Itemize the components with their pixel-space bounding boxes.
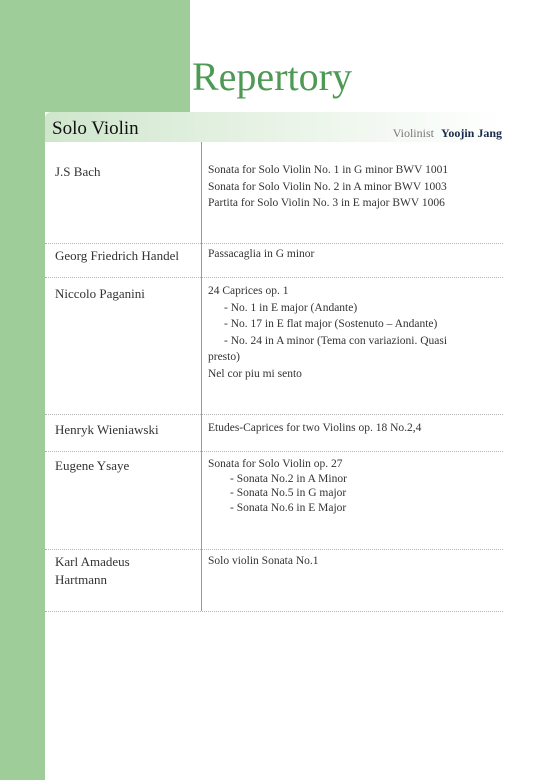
work-sub-item: - Sonata No.2 in A Minor [230, 472, 347, 485]
work-item: Sonata for Solo Violin op. 27 [208, 458, 343, 470]
composer-name: Karl Amadeus Hartmann [55, 554, 130, 587]
section-title: Solo Violin [52, 118, 139, 139]
work-item: 24 Caprices op. 1 [208, 285, 289, 297]
work-item: Solo violin Sonata No.1 [208, 555, 319, 567]
work-item: Partita for Solo Violin No. 3 in E major BWV 1006 [208, 197, 445, 209]
repertoire-row-handel [45, 243, 503, 278]
top-decorative-band [0, 0, 190, 112]
repertoire-row-bach [45, 142, 503, 244]
work-sub-item: - Sonata No.5 in G major [230, 487, 347, 499]
composer-name: Niccolo Paganini [55, 286, 145, 301]
works-list [208, 553, 478, 570]
left-decorative-band [0, 0, 45, 780]
composer-name: J.S Bach [55, 164, 101, 179]
works-list [208, 457, 478, 515]
violinist-name: Yoojin Jang [440, 126, 502, 140]
work-item: Sonata for Solo Violin No. 2 in A minor BWV 1003 [208, 180, 447, 193]
work-sub-item: - No. 1 in E major (Andante) [224, 301, 358, 314]
repertoire-row-wieniawski [45, 414, 503, 452]
repertoire-row-paganini [45, 277, 503, 415]
work-sub-item: - Sonata No.6 in E Major [230, 501, 347, 514]
repertoire-row-hartmann [45, 549, 503, 612]
composer-name: Georg Friedrich Handel [55, 248, 179, 263]
violinist-label: Violinist [392, 126, 434, 140]
works-list [208, 246, 478, 263]
work-item: Etudes-Caprices for two Violins op. 18 No.2,4 [208, 422, 422, 434]
work-item: Passacaglia in G minor [208, 248, 315, 260]
work-sub-item: - No. 17 in E flat major (Sostenuto – Andante) [224, 318, 438, 330]
page-title: Repertory [192, 54, 352, 99]
repertoire-row-ysaye [45, 451, 503, 550]
work-item: Sonata for Solo Violin No. 1 in G minor BWV 1001 [208, 164, 449, 176]
work-sub-item: - No. 24 in A minor (Tema con variazioni. Quasi presto) [208, 334, 448, 363]
work-item: Nel cor piu mi sento [208, 367, 302, 380]
composer-name: Eugene Ysaye [55, 458, 130, 473]
works-list [208, 162, 478, 212]
composer-name: Henryk Wieniawski [55, 422, 159, 437]
works-list [208, 283, 478, 382]
violinist-credit [393, 126, 502, 140]
works-list [208, 420, 478, 437]
